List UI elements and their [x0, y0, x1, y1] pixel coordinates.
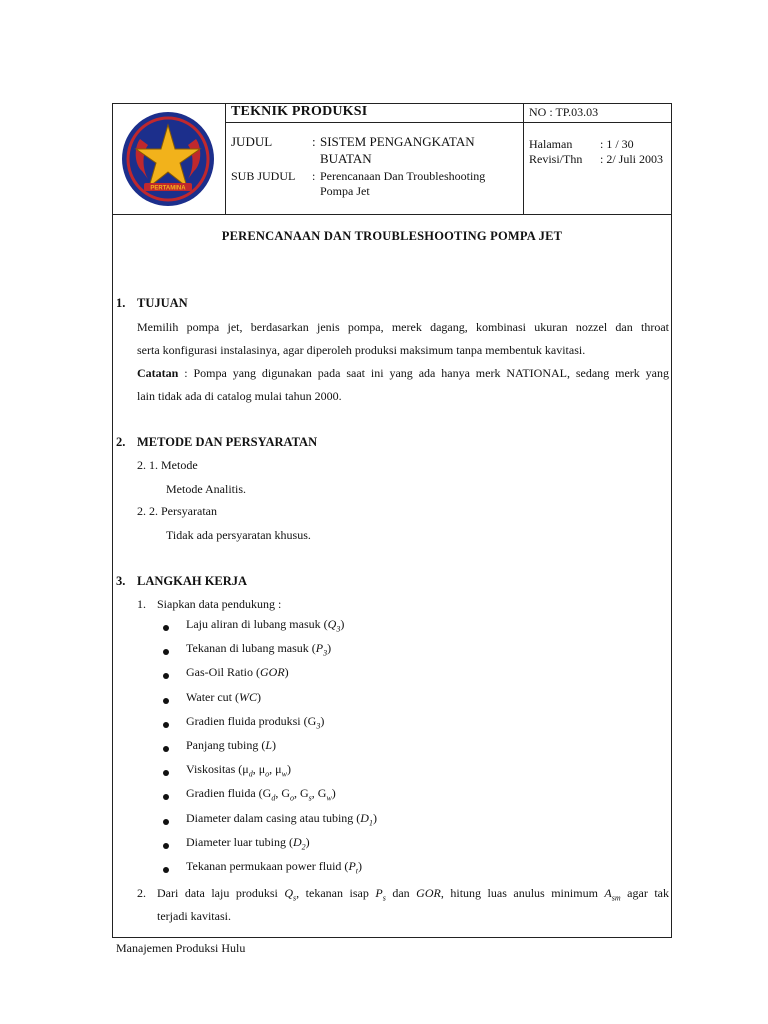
subjudul-colon: : — [312, 169, 316, 183]
section1-catatan — [137, 362, 669, 385]
list-item — [186, 859, 362, 875]
list-item-close: , μ — [252, 762, 266, 777]
document-header — [113, 104, 671, 215]
list-item-text: Tekanan permukaan power fluid ( — [186, 859, 349, 873]
bullet-dot — [163, 649, 169, 655]
list-item-text: Viskositas (μ — [186, 762, 249, 777]
step2-qsub: s — [293, 893, 297, 903]
step1-number: 1. — [137, 597, 146, 611]
list-item — [186, 738, 276, 753]
bullet-dot — [163, 722, 169, 728]
list-item-close: ) — [358, 859, 363, 873]
list-item-close: ) — [320, 713, 325, 728]
list-item-sub: 3 — [323, 648, 328, 658]
list-item-tail3: w — [326, 793, 332, 803]
step2-d: , hitung luas anulus minimum — [440, 886, 605, 900]
dept-row — [226, 104, 523, 123]
list-item-text: Tekanan di lubang masuk ( — [186, 641, 316, 656]
list-item-close: ) — [305, 834, 310, 849]
list-item — [186, 835, 310, 851]
step2-number: 2. — [137, 886, 146, 900]
bullet-dot — [163, 673, 169, 679]
step1-text: Siapkan data pendukung : — [157, 597, 282, 611]
judul-line1: SISTEM PENGANGKATAN — [320, 134, 475, 149]
list-item-tail: o — [289, 793, 294, 803]
list-item-tail2: s — [308, 793, 312, 803]
list-item-close: ) — [272, 738, 277, 752]
list-item-text: Panjang tubing ( — [186, 738, 266, 752]
meta-cell — [524, 104, 671, 214]
list-item-close: ) — [284, 665, 289, 680]
bullet-dot — [163, 819, 169, 825]
list-item-end: , G — [311, 786, 327, 801]
section2-sub1-text: Metode Analitis. — [166, 482, 246, 496]
section3-heading: LANGKAH KERJA — [137, 574, 248, 588]
revisi-value: : 2/ Juli 2003 — [600, 152, 664, 166]
list-item-sym: D — [360, 810, 369, 825]
step2-line1 — [157, 882, 669, 909]
subjudul-line1: Perencanaan Dan Troubleshooting — [320, 169, 486, 183]
list-item-text: Gradien fluida produksi (G — [186, 713, 317, 728]
list-item-close: ) — [340, 617, 345, 631]
list-item-sym: P — [348, 859, 356, 873]
list-item-close2: , G — [293, 786, 309, 801]
list-item-sym: Q — [327, 617, 337, 631]
bullet-dot — [163, 867, 169, 873]
bullet-dot — [163, 843, 169, 849]
step2-psub: s — [382, 893, 386, 903]
list-item — [186, 690, 261, 705]
pertamina-logo — [118, 109, 218, 209]
section2-sub2-text: Tidak ada persyaratan khusus. — [166, 528, 311, 542]
step2-a: Dari data laju produksi — [157, 886, 285, 900]
section1-line4: lain tidak ada di catalog mulai tahun 2000. — [137, 389, 342, 403]
list-item-end: ) — [286, 762, 291, 777]
list-item-sym: P — [315, 641, 324, 656]
judul-colon: : — [312, 134, 316, 149]
footer-text: Manajemen Produksi Hulu — [116, 941, 246, 955]
judul-line2: BUATAN — [320, 151, 372, 166]
section1-heading: TUJUAN — [137, 296, 188, 310]
list-item-sym: L — [265, 738, 273, 752]
list-item-close: ) — [372, 810, 377, 825]
list-item-close: ) — [257, 689, 262, 704]
list-item — [186, 786, 336, 802]
step2-q: Q — [284, 886, 294, 900]
step2-gor: GOR — [416, 886, 441, 900]
list-item-close: , G — [275, 786, 290, 801]
svg-text:PERTAMINA: PERTAMINA — [150, 185, 186, 192]
list-item-sub: 3 — [316, 721, 321, 731]
docno-row — [524, 104, 671, 123]
bullet-dot — [163, 770, 169, 776]
section2-number: 2. — [116, 435, 126, 449]
bullet-dot — [163, 625, 169, 631]
list-item-sym: D — [292, 834, 302, 849]
title-cell — [226, 104, 524, 214]
list-item-close2: , μ — [269, 762, 282, 777]
document-title: PERENCANAAN DAN TROUBLESHOOTING POMPA JET — [221, 229, 563, 243]
list-item — [186, 714, 324, 730]
catatan-text: : Pompa yang digunakan pada saat ini yang ada hanya merk NATIONAL, sedang merk yang — [178, 366, 669, 380]
list-item-close: ) — [327, 641, 332, 656]
step2-e: agar tak — [620, 886, 669, 900]
list-item-tail2: w — [281, 769, 287, 779]
section1-line1: Memilih pompa jet, berdasarkan jenis pompa, merek dagang, kombinasi ukuran nozzel dan throat — [137, 320, 669, 334]
halaman-value: : 1 / 30 — [600, 137, 634, 151]
list-item-sub: 1 — [368, 817, 373, 827]
document-number: NO : TP.03.03 — [529, 105, 599, 119]
subjudul-label: SUB JUDUL — [231, 169, 296, 183]
list-item — [186, 641, 331, 657]
section2-sub2: 2. 2. Persyaratan — [137, 504, 217, 518]
step2-a2sub: sm — [611, 893, 621, 903]
section3-number: 3. — [116, 574, 126, 588]
section1-number: 1. — [116, 296, 126, 310]
list-item-sub: d — [271, 793, 276, 803]
list-item-sub: t — [355, 866, 359, 876]
list-item-sub: 2 — [301, 842, 306, 852]
list-item-end2: ) — [331, 786, 336, 801]
catatan-label: Catatan — [137, 366, 179, 380]
list-item-text: Laju aliran di lubang masuk ( — [186, 617, 328, 631]
list-item-tail: o — [265, 769, 270, 779]
section2-heading: METODE DAN PERSYARATAN — [137, 435, 318, 449]
list-item-sub: d — [248, 769, 253, 779]
bullet-dot — [163, 746, 169, 752]
bullet-dot — [163, 794, 169, 800]
step2-c: dan — [385, 886, 417, 900]
document-frame — [112, 103, 672, 938]
list-item-text: Water cut ( — [186, 689, 240, 704]
department-label: TEKNIK PRODUKSI — [231, 104, 368, 119]
logo-cell — [113, 104, 226, 214]
step2-p: P — [375, 886, 383, 900]
judul-label: JUDUL — [231, 134, 273, 149]
list-item-text: Gradien fluida (G — [186, 786, 272, 801]
halaman-label: Halaman — [529, 137, 573, 151]
list-item — [186, 811, 377, 827]
list-item-sub: 3 — [336, 624, 341, 634]
section2-sub1: 2. 1. Metode — [137, 458, 198, 472]
bullet-dot — [163, 698, 169, 704]
step2-b: , tekanan isap — [296, 886, 376, 900]
section1-line2: serta konfigurasi instalasinya, agar diperoleh produksi maksimum tanpa membentuk kavitasi. — [137, 343, 586, 357]
revisi-label: Revisi/Thn — [529, 152, 583, 166]
step2-line2: terjadi kavitasi. — [157, 909, 231, 923]
list-item-text: Gas-Oil Ratio ( — [186, 665, 260, 680]
list-item — [186, 665, 289, 680]
subjudul-line2: Pompa Jet — [320, 184, 370, 198]
list-item-text: Diameter dalam casing atau tubing ( — [186, 810, 361, 825]
list-item-sym: GOR — [260, 665, 285, 680]
list-item — [186, 762, 291, 778]
list-item — [186, 617, 344, 633]
list-item-sym: WC — [239, 689, 258, 704]
list-item-text: Diameter luar tubing ( — [186, 834, 293, 849]
step2-a2: A — [604, 886, 612, 900]
